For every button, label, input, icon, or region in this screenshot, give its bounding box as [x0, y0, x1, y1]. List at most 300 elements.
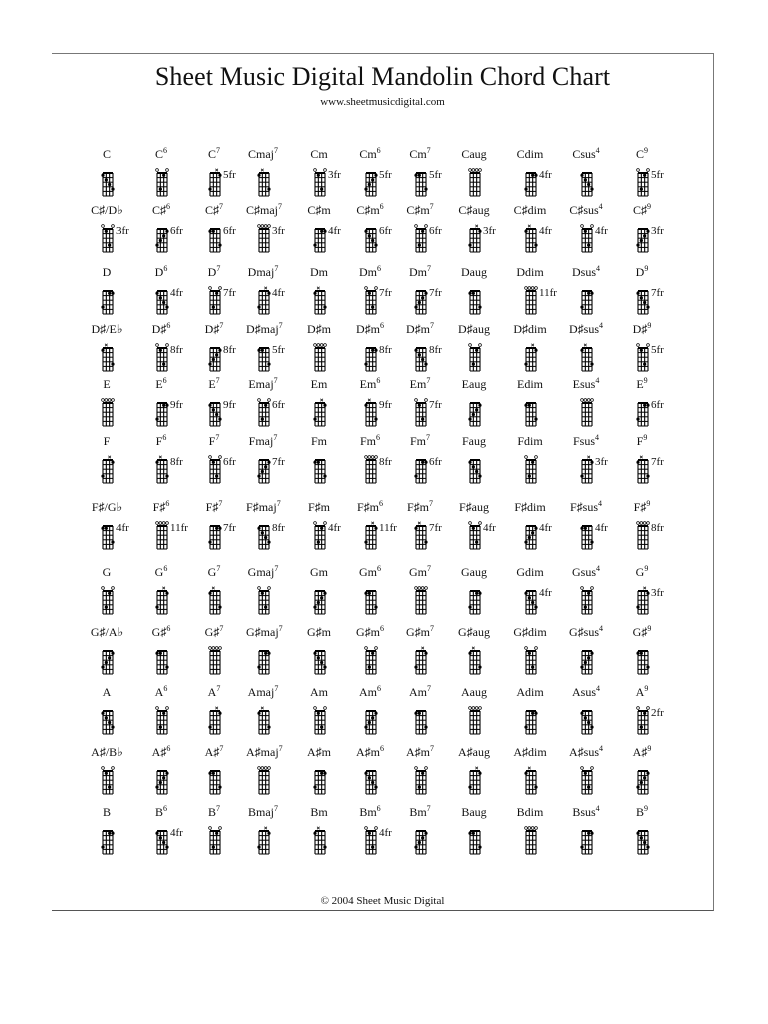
fret-position-label: 6fr [379, 225, 392, 237]
chord-name: Dm [309, 265, 328, 279]
fret-position-label: 4fr [539, 169, 552, 181]
chord-diagram-icon [255, 165, 295, 199]
chord-cell [403, 685, 461, 733]
chord-diagram-icon [578, 283, 618, 317]
fret-position-label: 6fr [429, 225, 442, 237]
chord-diagram-icon [522, 452, 562, 486]
chord-diagram-icon [466, 340, 506, 374]
chord-cell [302, 500, 360, 548]
chord-cell [403, 377, 461, 425]
chord-cell [302, 565, 360, 613]
chord-name: Cmaj$^7$ [247, 146, 278, 161]
chord-cell [513, 565, 571, 613]
chord-name: Dm$^7$ [408, 264, 431, 279]
chord-name: $G^9$ [635, 564, 649, 579]
chord-cell [513, 147, 571, 195]
chord-diagram-icon [578, 703, 618, 737]
fret-position-label: 7fr [223, 287, 236, 299]
chord-cell [246, 685, 304, 733]
chord-name: Fm$^6$ [359, 433, 381, 448]
chord-name: D♯/E♭ [91, 322, 123, 336]
chord-diagram-icon [634, 763, 674, 797]
chord-cell [144, 685, 202, 733]
chord-diagram-icon [99, 283, 139, 317]
chord-name: Am$^7$ [408, 684, 431, 699]
chord-diagram-icon [466, 452, 506, 486]
chord-name: Cm [310, 147, 328, 161]
chord-name: Asus$^4$ [571, 684, 600, 699]
chord-diagram-icon [153, 703, 193, 737]
chord-name: F♯m [307, 500, 331, 514]
chord-name: $F♯m^6$ [356, 499, 384, 514]
fret-position-label: 8fr [379, 456, 392, 468]
chord-name: F♯sus$^4$ [569, 499, 603, 514]
chord-cell [625, 322, 683, 370]
chord-diagram-icon [311, 283, 351, 317]
chord-diagram-icon [311, 395, 351, 429]
chord-name: D♯dim [513, 322, 547, 336]
chord-diagram-icon [99, 583, 139, 617]
chord-name: Em [310, 377, 328, 391]
chord-name: D♯$^6$ [151, 321, 171, 336]
chord-cell [302, 685, 360, 733]
chord-diagram-icon [255, 703, 295, 737]
chord-name: Dmaj$^7$ [247, 264, 279, 279]
chord-name: A♯maj$^7$ [246, 744, 283, 759]
chord-cell [403, 434, 461, 482]
chord-cell [625, 265, 683, 313]
chord-name: G♯$^6$ [151, 624, 171, 639]
chord-cell [246, 805, 304, 853]
chord-name: Baug [461, 805, 487, 819]
fret-position-label: 2fr [651, 707, 664, 719]
chord-diagram-icon [311, 452, 351, 486]
chord-diagram-icon [99, 165, 139, 199]
chord-cell [90, 434, 148, 482]
chord-cell [625, 565, 683, 613]
chord-cell [144, 147, 202, 195]
chord-cell [625, 203, 683, 251]
chord-name: Faug [461, 434, 486, 448]
chord-diagram-icon [362, 643, 402, 677]
chord-name: D♯maj$^7$ [246, 321, 283, 336]
fret-position-label: 5fr [223, 169, 236, 181]
fret-position-label: 7fr [272, 456, 285, 468]
fret-position-label: 4fr [595, 522, 608, 534]
chord-cell [513, 685, 571, 733]
chord-name: $D♯m^7$ [405, 321, 434, 336]
chord-cell [90, 745, 148, 793]
chord-diagram-icon [578, 823, 618, 857]
fret-position-label: 3fr [595, 456, 608, 468]
chord-name: $F^6$ [155, 433, 167, 448]
chord-name: C♯m [307, 203, 331, 217]
chord-diagram-icon [522, 340, 562, 374]
chord-cell [457, 745, 515, 793]
chord-name: $G^6$ [154, 564, 168, 579]
chord-diagram-icon [99, 395, 139, 429]
chord-cell [246, 625, 304, 673]
chord-cell [569, 377, 627, 425]
chord-name: A♯/B♭ [91, 745, 123, 759]
chord-cell [144, 203, 202, 251]
chord-cell [403, 322, 461, 370]
chord-name: D♯m [306, 322, 331, 336]
fret-position-label: 7fr [651, 287, 664, 299]
chord-name: A♯$^9$ [632, 744, 652, 759]
fret-position-label: 6fr [223, 225, 236, 237]
chord-cell [569, 203, 627, 251]
chord-name: Gm$^6$ [358, 564, 381, 579]
fret-position-label: 3fr [116, 225, 129, 237]
chord-name: $C^6$ [154, 146, 167, 161]
chord-name: Cm$^7$ [409, 146, 431, 161]
chord-cell [625, 625, 683, 673]
chord-cell [513, 745, 571, 793]
chord-cell [457, 805, 515, 853]
chord-diagram-icon [522, 703, 562, 737]
chord-name: F♯$^6$ [152, 499, 170, 514]
chord-name: G♯sus$^4$ [569, 624, 604, 639]
chord-diagram-icon [522, 395, 562, 429]
chord-cell [457, 265, 515, 313]
chord-name: Fmaj$^7$ [248, 433, 278, 448]
chord-name: $C^9$ [635, 146, 648, 161]
chord-cell [246, 322, 304, 370]
chord-name: C♯$^7$ [204, 202, 223, 217]
chord-name: F♯/G♭ [91, 500, 123, 514]
chord-name: Gsus$^4$ [571, 564, 600, 579]
fret-position-label: 8fr [379, 344, 392, 356]
chord-cell [90, 377, 148, 425]
chord-name: Daug [461, 265, 487, 279]
chord-name: G♯/A♭ [90, 625, 124, 639]
fret-position-label: 4fr [328, 225, 341, 237]
fret-position-label: 6fr [170, 225, 183, 237]
chord-name: $B^9$ [635, 804, 648, 819]
chord-name: Emaj$^7$ [248, 376, 278, 391]
chord-name: $A^9$ [635, 684, 649, 699]
chord-cell [569, 500, 627, 548]
chord-name: Bdim [516, 805, 544, 819]
chord-name: G♯$^7$ [204, 624, 224, 639]
chord-name: F♯$^9$ [633, 499, 651, 514]
chord-cell [302, 265, 360, 313]
chord-name: Gdim [516, 565, 544, 579]
chord-cell [625, 805, 683, 853]
chord-name: D♯aug [458, 322, 490, 336]
chord-name: A♯aug [458, 745, 490, 759]
chord-cell [457, 625, 515, 673]
fret-position-label: 6fr [651, 399, 664, 411]
chord-cell [403, 625, 461, 673]
chord-name: $D^6$ [154, 264, 168, 279]
fret-position-label: 4fr [170, 287, 183, 299]
chord-diagram-icon [206, 583, 246, 617]
site-url: www.sheetmusicdigital.com [320, 96, 445, 108]
chord-diagram-icon [206, 823, 246, 857]
chord-cell [403, 745, 461, 793]
chord-name: A♯$^6$ [151, 744, 171, 759]
fret-position-label: 9fr [223, 399, 236, 411]
chord-name: Adim [516, 685, 544, 699]
chord-diagram-icon [99, 643, 139, 677]
chord-cell [569, 322, 627, 370]
chord-name: A♯$^7$ [204, 744, 224, 759]
chord-diagram-icon [362, 703, 402, 737]
chord-cell [144, 500, 202, 548]
chord-name: $C^7$ [207, 146, 220, 161]
chord-diagram-icon [362, 763, 402, 797]
chord-name: F♯$^7$ [205, 499, 223, 514]
chord-name: Fm$^7$ [409, 433, 431, 448]
copyright-footer: © 2004 Sheet Music Digital [320, 895, 445, 907]
chord-name: $G♯m^7$ [405, 624, 434, 639]
fret-position-label: 8fr [651, 522, 664, 534]
chord-cell [302, 745, 360, 793]
chord-cell [90, 805, 148, 853]
chord-name: Caug [461, 147, 487, 161]
chord-name: Aaug [461, 685, 487, 699]
chord-name: $B^6$ [154, 804, 167, 819]
fret-position-label: 5fr [429, 169, 442, 181]
chord-cell [569, 265, 627, 313]
chord-diagram-icon [578, 165, 618, 199]
chord-diagram-icon [522, 823, 562, 857]
chord-cell [513, 434, 571, 482]
chord-name: Bm$^7$ [409, 804, 431, 819]
chord-name: G♯aug [458, 625, 490, 639]
chord-cell [90, 322, 148, 370]
chord-name: Bm$^6$ [359, 804, 381, 819]
fret-position-label: 6fr [272, 399, 285, 411]
chord-name: G♯$^9$ [632, 624, 652, 639]
chord-name: $E^7$ [208, 376, 220, 391]
chord-name: $D♯m^6$ [355, 321, 384, 336]
chord-cell [457, 565, 515, 613]
chord-name: $B^7$ [207, 804, 220, 819]
chord-cell [625, 377, 683, 425]
chord-name: D♯sus$^4$ [569, 321, 604, 336]
chord-cell [513, 265, 571, 313]
chord-cell [403, 147, 461, 195]
fret-position-label: 4fr [272, 287, 285, 299]
chord-diagram-icon [412, 763, 452, 797]
chord-name: $D^9$ [635, 264, 649, 279]
chord-diagram-icon [578, 340, 618, 374]
chord-name: Am [309, 685, 328, 699]
chord-cell [144, 805, 202, 853]
chord-diagram-icon [578, 643, 618, 677]
chord-name: F♯maj$^7$ [246, 499, 281, 514]
chord-diagram-icon [153, 583, 193, 617]
fret-position-label: 4fr [483, 522, 496, 534]
fret-position-label: 5fr [651, 344, 664, 356]
chord-cell [246, 434, 304, 482]
chord-name: $E^9$ [636, 376, 648, 391]
fret-position-label: 8fr [272, 522, 285, 534]
chord-cell [403, 565, 461, 613]
chord-diagram-icon [634, 643, 674, 677]
chord-cell [625, 745, 683, 793]
chord-name: Bsus$^4$ [572, 804, 600, 819]
chord-diagram-icon [255, 763, 295, 797]
chord-name: $A^6$ [154, 684, 168, 699]
chord-diagram-icon [99, 763, 139, 797]
chord-cell [569, 434, 627, 482]
chord-name: Bm [310, 805, 328, 819]
chord-cell [457, 500, 515, 548]
chord-cell [625, 500, 683, 548]
chord-cell [625, 147, 683, 195]
chord-name: F [103, 434, 111, 448]
chord-name: Eaug [461, 377, 487, 391]
chord-diagram-icon [255, 583, 295, 617]
chord-name: G [102, 565, 112, 579]
chord-diagram-icon [206, 763, 246, 797]
chord-name: C♯$^6$ [151, 202, 170, 217]
chord-cell [302, 434, 360, 482]
chord-cell [569, 805, 627, 853]
chord-diagram-icon [206, 643, 246, 677]
fret-position-label: 6fr [223, 456, 236, 468]
chord-cell [246, 147, 304, 195]
chord-diagram-icon [311, 583, 351, 617]
chord-cell [457, 203, 515, 251]
chord-diagram-icon [153, 643, 193, 677]
chord-diagram-icon [412, 583, 452, 617]
chord-name: $F^9$ [636, 433, 648, 448]
chord-cell [302, 322, 360, 370]
chord-name: Fdim [517, 434, 543, 448]
fret-position-label: 7fr [379, 287, 392, 299]
fret-position-label: 4fr [328, 522, 341, 534]
chord-cell [569, 685, 627, 733]
chord-name: C [102, 147, 111, 161]
chord-cell [457, 434, 515, 482]
chord-name: Cdim [516, 147, 544, 161]
fret-position-label: 5fr [272, 344, 285, 356]
chord-diagram-icon [412, 643, 452, 677]
chord-diagram-icon [99, 823, 139, 857]
page-title: Sheet Music Digital Mandolin Chord Chart [154, 62, 611, 91]
chord-diagram-icon [578, 583, 618, 617]
chord-name: Gm [309, 565, 328, 579]
chord-name: B [102, 805, 111, 819]
fret-position-label: 7fr [651, 456, 664, 468]
chord-name: Em$^7$ [409, 376, 431, 391]
chord-cell [90, 203, 148, 251]
chord-cell [302, 805, 360, 853]
chord-name: $A♯m^6$ [355, 744, 384, 759]
chord-diagram-icon [522, 763, 562, 797]
chord-diagram-icon [466, 643, 506, 677]
chord-name: C♯dim [513, 203, 547, 217]
chord-diagram-icon [634, 823, 674, 857]
chord-cell [403, 265, 461, 313]
chord-name: $F^7$ [208, 433, 220, 448]
fret-position-label: 3fr [483, 225, 496, 237]
chord-cell [144, 377, 202, 425]
chord-cell [246, 203, 304, 251]
chord-cell [569, 745, 627, 793]
fret-position-label: 3fr [328, 169, 341, 181]
fret-position-label: 11fr [379, 522, 397, 534]
fret-position-label: 5fr [651, 169, 664, 181]
chord-name: Esus$^4$ [572, 376, 600, 391]
chord-cell [90, 625, 148, 673]
chord-cell [457, 685, 515, 733]
fret-position-label: 4fr [539, 225, 552, 237]
chord-cell [90, 265, 148, 313]
chord-cell [403, 805, 461, 853]
chord-cell [246, 500, 304, 548]
chord-name: G♯dim [513, 625, 547, 639]
chord-diagram-icon [206, 703, 246, 737]
chord-diagram-icon [466, 583, 506, 617]
chord-name: $F♯m^7$ [406, 499, 434, 514]
chord-name: A♯sus$^4$ [569, 744, 604, 759]
chord-cell [90, 500, 148, 548]
chord-name: Dsus$^4$ [571, 264, 600, 279]
chord-diagram-icon [153, 763, 193, 797]
chord-cell [90, 685, 148, 733]
chord-name: Am$^6$ [358, 684, 381, 699]
chord-diagram-icon [311, 340, 351, 374]
chord-name: A [102, 685, 112, 699]
chord-cell [246, 565, 304, 613]
chord-name: Amaj$^7$ [247, 684, 279, 699]
chord-name: Fm [310, 434, 328, 448]
chord-name: D♯$^9$ [632, 321, 652, 336]
fret-position-label: 7fr [429, 522, 442, 534]
chord-cell [403, 500, 461, 548]
chord-name: $G^7$ [207, 564, 221, 579]
chord-cell [302, 203, 360, 251]
chord-diagram-icon [362, 583, 402, 617]
chord-cell [246, 377, 304, 425]
chord-name: $G♯m^6$ [355, 624, 384, 639]
chord-name: Dm$^6$ [358, 264, 381, 279]
chord-name: Ddim [516, 265, 544, 279]
chord-name: G♯maj$^7$ [246, 624, 283, 639]
chord-cell [302, 625, 360, 673]
chord-diagram-icon [578, 395, 618, 429]
chord-cell [513, 500, 571, 548]
fret-position-label: 7fr [429, 399, 442, 411]
fret-position-label: 3fr [272, 225, 285, 237]
chord-name: $D^7$ [207, 264, 221, 279]
chord-cell [569, 625, 627, 673]
chord-diagram-icon [466, 395, 506, 429]
chord-diagram-icon [99, 340, 139, 374]
fret-position-label: 9fr [379, 399, 392, 411]
chord-diagram-icon [311, 823, 351, 857]
chord-name: C♯maj$^7$ [246, 202, 283, 217]
chord-name: Em$^6$ [359, 376, 381, 391]
chord-cell [513, 322, 571, 370]
fret-position-label: 4fr [539, 587, 552, 599]
chord-cell [144, 625, 202, 673]
chord-name: Gaug [461, 565, 487, 579]
chord-cell [246, 745, 304, 793]
chord-name: A♯dim [513, 745, 547, 759]
chord-diagram-icon [311, 643, 351, 677]
chord-diagram-icon [412, 703, 452, 737]
chord-name: E [103, 377, 111, 391]
fret-position-label: 11fr [539, 287, 557, 299]
chord-diagram-icon [99, 452, 139, 486]
